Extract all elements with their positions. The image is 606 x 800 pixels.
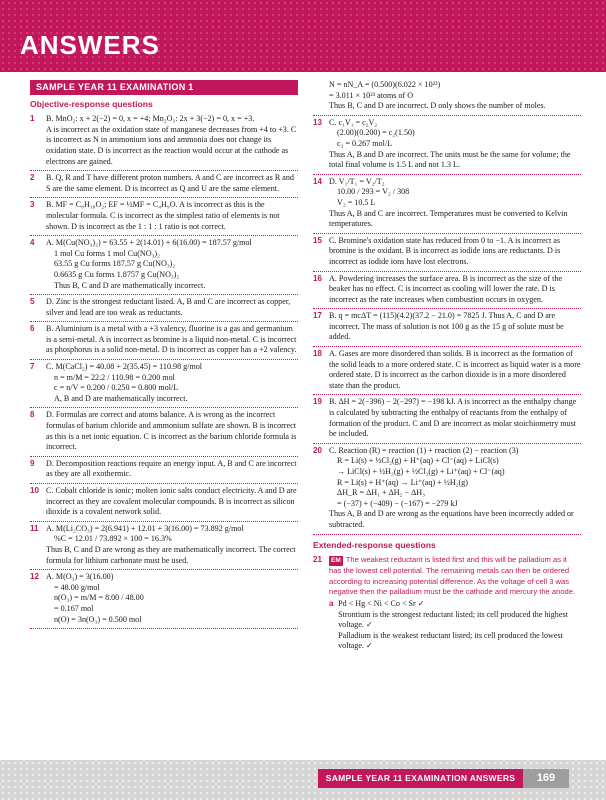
- answer-line: A. M(Cu(NO₃)₂) = 63.55 + 2(14.01) + 6(16.00) = 187.57 g/mol: [46, 238, 252, 248]
- question-21: [313, 553, 581, 655]
- answer-line: Thus A, B and D are incorrect. The units must be the same for volume; the total final volume is 1.5 L and not 1.3 L.: [329, 149, 571, 170]
- answer-line: c = n/V = 0.200 / 0.250 = 0.800 mol/L: [54, 383, 179, 393]
- question-number: 11: [30, 523, 39, 533]
- question-number: 15: [313, 235, 322, 245]
- answer-line: N = nN_A = (0.500)(6.022 × 10²³): [329, 80, 441, 89]
- answer-line: = 0.167 mol: [54, 603, 94, 613]
- question-number: 14: [313, 176, 322, 186]
- answer-line: n(O₃) = m/M = 8.00 / 48.00: [54, 593, 144, 603]
- question-7: [30, 360, 298, 408]
- question-number: 17: [313, 311, 322, 321]
- answer-line: D. Decomposition reactions require an energy input. A, B and C are incorrect as they are all exothermic.: [46, 458, 297, 479]
- em-badge: EM: [329, 556, 343, 566]
- answer-line: C. c₁V₁ = c₂V₂: [329, 117, 378, 127]
- answer-line: 1 mol Cu forms 1 mol Cu(NO₃)₂: [54, 248, 160, 258]
- left-question-list: [30, 112, 298, 629]
- question-13: [313, 116, 581, 175]
- question-number: 18: [313, 349, 322, 359]
- answer-line: A. Gases are more disordered than solids. B is incorrect as the formation of the solid leads to a more ordered state. C is incorrect as liquid water is a more ordered state. D is incorrect as the carbon dioxide is in a more disordered state than the product.: [329, 349, 581, 390]
- answer-line: C. Reaction (R) = reaction (1) + reaction (2) − reaction (3): [329, 445, 519, 455]
- answer-line: = (−37) + (−409) − (−167) = −279 kJ: [337, 498, 458, 508]
- answer-line: ΔH_R = ΔH₁ + ΔH₂ − ΔH₃: [337, 488, 425, 498]
- footer-label: SAMPLE YEAR 11 EXAMINATION ANSWERS: [318, 769, 523, 788]
- question-number: 3: [30, 200, 35, 210]
- question-16: [313, 272, 581, 310]
- question-6: [30, 322, 298, 360]
- left-column: [30, 80, 298, 629]
- question-20: [313, 444, 581, 535]
- section-banner: SAMPLE YEAR 11 EXAMINATION 1: [30, 80, 298, 95]
- q12-continuation: [313, 80, 581, 116]
- answer-line: 10.00 / 293 = V₂ / 308: [337, 187, 410, 197]
- answer-line: B. q = mcΔT = (115)(4.2)(37.2 − 21.0) = 7825 J. Thus A, C and D are incorrect. The mass of solution is not 100 g as the 15 g of solute must be added.: [329, 311, 564, 342]
- answer-line: C. Cobalt chloride is ionic; molten ionic salts conduct electricity. A and D are incorrect as they are covalent molecular compounds. B is incorrect as silicon dioxide is a covalent network solid.: [46, 486, 297, 517]
- question-4: [30, 236, 298, 295]
- question-number: 6: [30, 324, 35, 334]
- question-number: 12: [30, 572, 39, 582]
- question-number: 21: [313, 555, 322, 565]
- answer-line: B. Aluminium is a metal with a +3 valency, fluorine is a gas and germanium is a semi-metal. A is incorrect as bromine is a liquid non-metal. C is incorrect as phosphorus is a solid non-metal. D is incorrect as copper has a +2 valency.: [46, 324, 297, 355]
- answer-line: D. Formulas are correct and atoms balance. A is wrong as the incorrect formulas of barium chloride and ammonium sulfate are shown. B is incorrect as this is a net ionic equation. C is incorrect as the barium chloride formula is incorrect.: [46, 410, 297, 452]
- question-3: [30, 198, 298, 236]
- answer-line: B. MF = C₈H₁₈O₂; EF = ½MF = C₄H₉O. A is incorrect as this is the molecular formula. C is incorrect as the simplest ratio of elements is not shown. D is incorrect as the 1 : 1 : 1 ratio is not correct.: [46, 200, 280, 231]
- answer-line: (2.00)(0.200) = c₂(1.50): [337, 128, 415, 138]
- answer-line: Thus A, B and C are incorrect. Temperatures must be converted to Kelvin temperatures.: [329, 208, 568, 229]
- question-number: 10: [30, 486, 39, 495]
- question-19: [313, 395, 581, 443]
- answer-line: 0.6635 g Cu forms 1.8757 g Cu(NO₃)₂: [54, 269, 180, 279]
- answer-line: V₂ = 10.5 L: [337, 197, 376, 207]
- question-12: [30, 570, 298, 629]
- answer-line: Thus B, C and D are mathematically incorrect.: [54, 280, 206, 290]
- answer-line: B. Q, R and T have different proton numbers. A and C are incorrect as R and S are the same element. D is incorrect as Q and U are the same element.: [46, 173, 294, 193]
- footer-bar: [0, 760, 606, 800]
- answer-line: R = Li(s) + H⁺(aq) → Li⁺(aq) + ½H₂(g): [337, 477, 468, 487]
- question-11: [30, 522, 298, 570]
- answer-line: R = Li(s) + ½Cl₂(g) + H⁺(aq) + Cl⁻(aq) + LiCl(s): [337, 456, 499, 466]
- question-5: [30, 295, 298, 322]
- header-bar: [0, 0, 606, 72]
- question-8: [30, 408, 298, 456]
- answer-line: = 3.011 × 10²³ atoms of O: [329, 90, 414, 100]
- answer-line: Pd < Hg < Ni < Co < Sr ✓: [338, 598, 425, 608]
- answer-line: 63.55 g Cu forms 187.57 g Cu(NO₃)₂: [54, 259, 176, 269]
- answer-line: C. Bromine's oxidation state has reduced from 0 to −1. A is incorrect as bromine is the oxidant. B is incorrect as iodide ions are reductants. D is incorrect as iodide ions have lost electrons.: [329, 235, 561, 266]
- question-number: 9: [30, 458, 35, 468]
- right-question-list: [313, 116, 581, 535]
- answer-line: Thus A, B and D are wrong as the equations have been incorrectly added or subtracted.: [329, 509, 574, 529]
- answer-line: Palladium is the weakest reductant listed; its cell produced the lowest voltage. ✓: [338, 630, 563, 651]
- question-10: [30, 484, 298, 522]
- answer-line: n = m/M = 22.2 / 110.98 = 0.200 mol: [54, 372, 175, 382]
- question-number: 13: [313, 117, 322, 127]
- part-label: a: [329, 598, 334, 608]
- question-17: [313, 309, 581, 347]
- question-number: 2: [30, 173, 35, 183]
- em-note: [329, 555, 581, 597]
- page-number: 169: [523, 769, 569, 788]
- answer-line: C. M(CaCl₂) = 40.08 + 2(35.45) = 110.98 g/mol: [46, 362, 203, 372]
- question-9: [30, 457, 298, 484]
- answer-line: %C = 12.01 / 73.892 × 100 = 16.3%: [54, 534, 172, 544]
- question-number: 4: [30, 238, 35, 248]
- question-1: [30, 112, 298, 171]
- answer-line: B. MnO₂: x + 2(−2) = 0, x = +4; Mn₂O₃: 2x + 3(−2) = 0, x = +3.: [46, 114, 255, 124]
- question-number: 5: [30, 297, 35, 307]
- question-2: [30, 171, 298, 198]
- answer-line: Strontium is the strongest reductant listed; its cell produced the highest voltage. ✓: [338, 609, 568, 630]
- answer-line: Thus B, C and D are wrong as they are mathematically incorrect. The correct formula for lithium carbonate must be used.: [46, 544, 296, 565]
- answer-line: Thus B, C and D are incorrect. D only shows the number of moles.: [329, 101, 546, 111]
- answer-line: = 48.00 g/mol: [54, 582, 100, 592]
- answer-line: A, B and D are mathematically incorrect.: [54, 393, 188, 403]
- question-number: 1: [30, 114, 35, 124]
- answer-line: n(O) = 3n(O₃) = 0.500 mol: [54, 614, 142, 624]
- answer-line: → LiCl(s) + ½H₂(g) + ½Cl₂(g) + Li⁺(aq) + Cl⁻(aq): [337, 467, 505, 476]
- objective-heading: Objective-response questions: [30, 98, 153, 109]
- answer-line: A is incorrect as the oxidation state of manganese decreases from +4 to +3. C is incorrect as N in ammonium ions and ammonia does not change its oxidation state. D is incorrect as the reaction would occur at the cathode as electrons are gained.: [46, 124, 297, 166]
- answer-line: B. ΔH = 2(−396) − 2(−297) = −198 kJ. A is incorrect as the enthalpy change is calculated by subtracting the enthalpy of reactants from the enthalpy of formation of the product. C and D are incorrect as molar stoichiometry must be included.: [329, 397, 577, 439]
- answer-line: D. Zinc is the strongest reductant listed. A, B and C are incorrect as copper, silver and lead are too weak as reductants.: [46, 297, 291, 317]
- right-column: [313, 80, 581, 655]
- answer-line: A. M(Li₂CO₃) = 2(6.941) + 12.01 + 3(16.00) = 73.892 g/mol: [46, 523, 244, 533]
- answer-line: D. V₁/T₁ = V₂/T₂: [329, 176, 385, 186]
- answer-line: A. M(O₃) = 3(16.00): [46, 572, 114, 582]
- part-a: [329, 599, 581, 652]
- question-14: [313, 175, 581, 234]
- question-number: 19: [313, 397, 322, 407]
- question-number: 8: [30, 410, 35, 420]
- em-text: The weakest reductant is listed first and this will be palladium as it has the lowest cell potential. The remaining metals can then be ordered according to increasing potential difference. As the voltage of cell 3 was negative then the palladium must be the cathode and mercury the anode.: [329, 555, 576, 596]
- question-15: [313, 234, 581, 272]
- question-number: 16: [313, 273, 322, 283]
- page-title: ANSWERS: [20, 30, 160, 60]
- question-number: 20: [313, 445, 322, 455]
- question-18: [313, 347, 581, 395]
- extended-heading: Extended-response questions: [313, 539, 436, 550]
- answer-line: A. Powdering increases the surface area. B is incorrect as the size of the beaker has no effect. C is incorrect as cooling will lower the rate. D is incorrect as the rate increases when combustion occurs in oxygen.: [329, 273, 563, 304]
- answer-line: c₂ = 0.267 mol/L: [337, 138, 393, 148]
- question-number: 7: [30, 362, 35, 372]
